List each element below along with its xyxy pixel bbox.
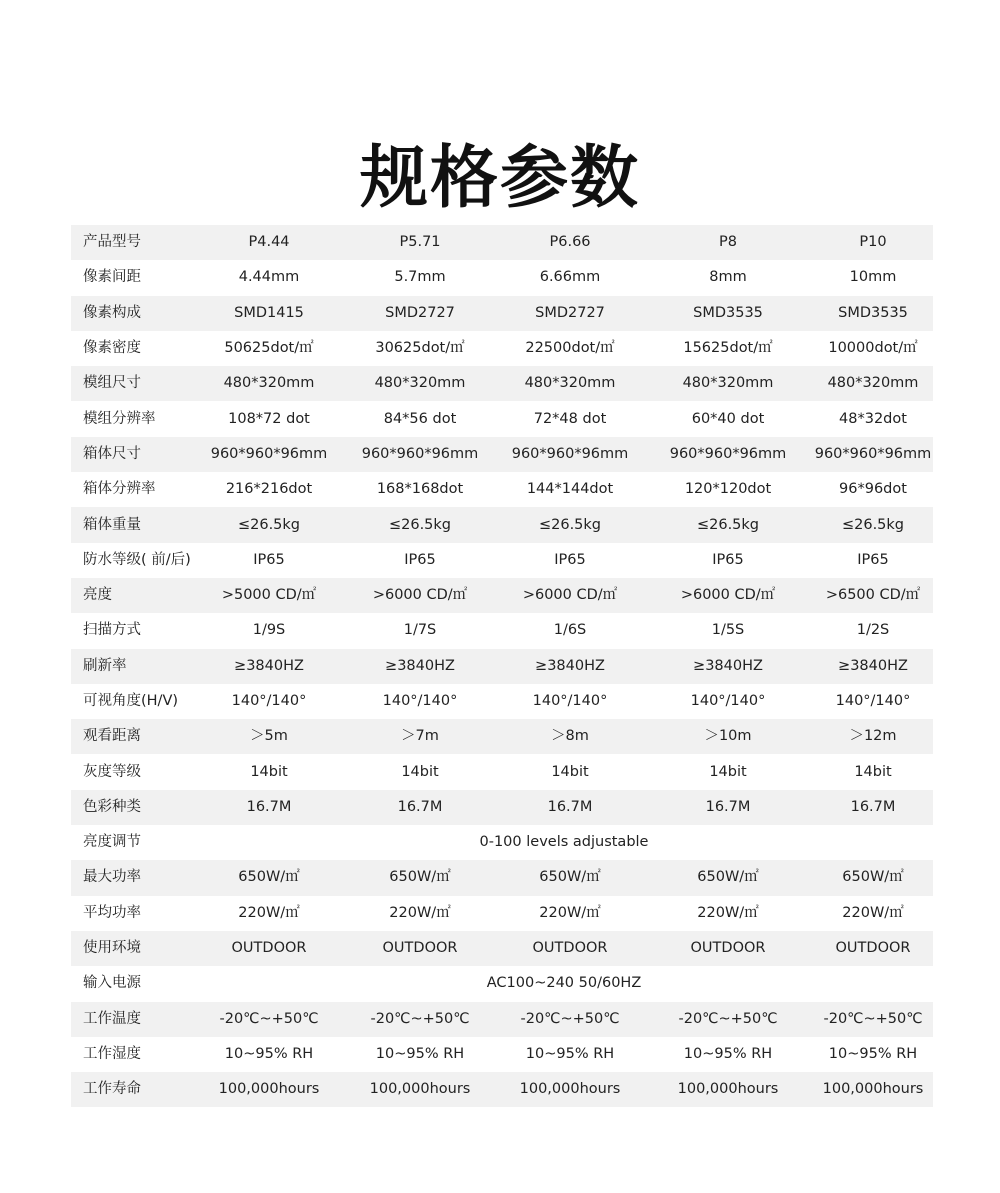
table-cell: 120*120dot xyxy=(684,481,772,498)
table-cell: >6000 CD/㎡ xyxy=(343,578,497,613)
table-cell: P5.71 xyxy=(343,225,497,260)
row-label: 工作寿命 xyxy=(71,1072,195,1107)
table-cell: IP65 xyxy=(253,551,285,568)
table-cell-merged: 0-100 levels adjustable xyxy=(479,834,649,851)
spec-table xyxy=(71,225,933,1107)
table-cell: 144*144dot xyxy=(526,481,614,498)
table-cell: ≥3840HZ xyxy=(643,649,813,684)
table-cell: >6000 CD/㎡ xyxy=(497,578,643,613)
row-label: 色彩种类 xyxy=(71,790,195,825)
table-cell: 10mm xyxy=(849,269,897,286)
row-label: 亮度调节 xyxy=(83,834,141,851)
table-cell: 10~95% RH xyxy=(375,1045,465,1062)
table-cell: SMD2727 xyxy=(343,296,497,331)
row-label: 像素构成 xyxy=(71,296,195,331)
table-cell: 108*72 dot xyxy=(228,410,310,427)
table-cell: 60*40 dot xyxy=(691,410,765,427)
table-cell-merged: AC100~240 50/60HZ xyxy=(486,975,642,992)
row-label: 模组分辨率 xyxy=(83,410,156,427)
row-label: 刷新率 xyxy=(71,649,195,684)
table-cell: ≤26.5kg xyxy=(497,507,643,542)
row-label: 扫描方式 xyxy=(83,622,141,639)
table-row xyxy=(71,1002,933,1037)
table-cell: 5.7mm xyxy=(394,269,446,286)
row-label: 灰度等级 xyxy=(83,763,141,780)
table-cell: ≥3840HZ xyxy=(497,649,643,684)
table-cell: 10~95% RH xyxy=(224,1045,314,1062)
table-row xyxy=(71,719,933,754)
row-label: 亮度 xyxy=(71,578,195,613)
table-cell: 16.7M xyxy=(813,790,933,825)
table-cell: 480*320mm xyxy=(343,366,497,401)
table-cell: 16.7M xyxy=(343,790,497,825)
table-cell: 650W/㎡ xyxy=(497,860,643,895)
table-cell: P10 xyxy=(813,225,933,260)
row-label: 可视角度(H/V) xyxy=(83,693,179,709)
table-cell: 1/5S xyxy=(711,622,745,639)
table-cell: 168*168dot xyxy=(376,481,464,498)
table-cell: 480*320mm xyxy=(497,366,643,401)
table-cell: ≤26.5kg xyxy=(343,507,497,542)
table-row xyxy=(71,825,933,860)
table-row xyxy=(71,931,933,966)
table-cell: 84*56 dot xyxy=(383,410,457,427)
table-cell: ＞7m xyxy=(343,719,497,754)
row-label: 箱体分辨率 xyxy=(83,481,156,498)
table-cell: 4.44mm xyxy=(238,269,300,286)
row-label: 产品型号 xyxy=(71,225,195,260)
table-row xyxy=(71,649,933,684)
table-cell: 10~95% RH xyxy=(683,1045,773,1062)
table-cell: 14bit xyxy=(854,763,892,780)
table-cell: 50625dot/㎡ xyxy=(224,340,314,357)
table-cell: 100,000hours xyxy=(643,1072,813,1107)
table-cell: P8 xyxy=(643,225,813,260)
table-row xyxy=(71,966,933,1001)
table-row xyxy=(71,1072,933,1107)
spec-table-body xyxy=(71,225,933,1107)
table-cell: SMD3535 xyxy=(813,296,933,331)
row-label: 平均功率 xyxy=(83,904,141,921)
table-cell: 1/7S xyxy=(403,622,437,639)
table-cell: SMD3535 xyxy=(643,296,813,331)
table-cell: -20℃~+50℃ xyxy=(813,1002,933,1037)
table-cell: 960*960*96mm xyxy=(343,437,497,472)
table-cell: ≤26.5kg xyxy=(813,507,933,542)
table-cell: 480*320mm xyxy=(643,366,813,401)
table-cell: 140°/140° xyxy=(382,693,458,709)
table-cell: 140°/140° xyxy=(690,693,766,709)
table-cell: 16.7M xyxy=(195,790,343,825)
table-row xyxy=(71,543,933,578)
row-label: 模组尺寸 xyxy=(71,366,195,401)
table-cell: IP65 xyxy=(712,551,744,568)
table-cell: ＞10m xyxy=(643,719,813,754)
table-cell: 72*48 dot xyxy=(533,410,607,427)
table-cell: 1/6S xyxy=(553,622,587,639)
table-cell: 960*960*96mm xyxy=(497,437,643,472)
row-label: 观看距离 xyxy=(71,719,195,754)
table-row xyxy=(71,507,933,542)
table-cell: 650W/㎡ xyxy=(813,860,933,895)
table-cell: 140°/140° xyxy=(231,693,307,709)
table-cell: ≥3840HZ xyxy=(195,649,343,684)
table-cell: P4.44 xyxy=(195,225,343,260)
table-cell: 140°/140° xyxy=(835,693,911,709)
row-label: 箱体尺寸 xyxy=(71,437,195,472)
table-row xyxy=(71,472,933,507)
table-cell: OUTDOOR xyxy=(343,931,497,966)
table-row xyxy=(71,366,933,401)
table-cell: 960*960*96mm xyxy=(813,437,933,472)
table-cell: 14bit xyxy=(250,763,288,780)
table-cell: 10~95% RH xyxy=(828,1045,918,1062)
row-label: 输入电源 xyxy=(83,975,141,992)
table-cell: 14bit xyxy=(551,763,589,780)
table-cell: OUTDOOR xyxy=(643,931,813,966)
table-row xyxy=(71,401,933,436)
table-cell: 100,000hours xyxy=(497,1072,643,1107)
table-cell: 6.66mm xyxy=(539,269,601,286)
table-row xyxy=(71,296,933,331)
table-row xyxy=(71,754,933,789)
table-cell: SMD1415 xyxy=(195,296,343,331)
table-cell: 650W/㎡ xyxy=(643,860,813,895)
table-cell: SMD2727 xyxy=(497,296,643,331)
table-cell: 16.7M xyxy=(497,790,643,825)
table-cell: 960*960*96mm xyxy=(643,437,813,472)
row-label: 防水等级( 前/后) xyxy=(83,551,191,568)
table-row xyxy=(71,331,933,366)
table-cell: 216*216dot xyxy=(225,481,313,498)
table-row xyxy=(71,437,933,472)
table-cell: 1/2S xyxy=(856,622,890,639)
table-cell: 22500dot/㎡ xyxy=(525,340,615,357)
table-cell: 15625dot/㎡ xyxy=(683,340,773,357)
row-label: 最大功率 xyxy=(71,860,195,895)
table-cell: 100,000hours xyxy=(813,1072,933,1107)
table-cell: 8mm xyxy=(709,269,747,286)
row-label: 工作温度 xyxy=(71,1002,195,1037)
table-row xyxy=(71,896,933,931)
table-cell: 14bit xyxy=(709,763,747,780)
table-cell: 480*320mm xyxy=(195,366,343,401)
table-cell: ≥3840HZ xyxy=(813,649,933,684)
table-cell: OUTDOOR xyxy=(497,931,643,966)
row-label: 箱体重量 xyxy=(71,507,195,542)
table-cell: -20℃~+50℃ xyxy=(497,1002,643,1037)
table-cell: OUTDOOR xyxy=(195,931,343,966)
table-cell: 10000dot/㎡ xyxy=(828,340,918,357)
table-cell: -20℃~+50℃ xyxy=(643,1002,813,1037)
table-cell: 16.7M xyxy=(643,790,813,825)
table-cell: OUTDOOR xyxy=(813,931,933,966)
table-cell: 480*320mm xyxy=(813,366,933,401)
table-cell: 48*32dot xyxy=(839,410,907,427)
table-cell: IP65 xyxy=(404,551,436,568)
table-cell: 650W/㎡ xyxy=(195,860,343,895)
table-row xyxy=(71,790,933,825)
table-cell: 1/9S xyxy=(252,622,286,639)
table-cell: 100,000hours xyxy=(195,1072,343,1107)
table-row xyxy=(71,225,933,260)
table-cell: ＞5m xyxy=(195,719,343,754)
row-label: 使用环境 xyxy=(71,931,195,966)
table-cell: 140°/140° xyxy=(532,693,608,709)
table-cell: >5000 CD/㎡ xyxy=(195,578,343,613)
row-label: 工作湿度 xyxy=(83,1045,141,1062)
table-cell: 220W/㎡ xyxy=(697,904,759,921)
table-cell: ≤26.5kg xyxy=(195,507,343,542)
table-cell: 650W/㎡ xyxy=(343,860,497,895)
table-cell: -20℃~+50℃ xyxy=(343,1002,497,1037)
table-row xyxy=(71,578,933,613)
table-cell: 220W/㎡ xyxy=(238,904,300,921)
table-cell: 220W/㎡ xyxy=(389,904,451,921)
table-row xyxy=(71,860,933,895)
table-cell: IP65 xyxy=(857,551,889,568)
table-cell: 14bit xyxy=(401,763,439,780)
table-cell: ≥3840HZ xyxy=(343,649,497,684)
table-cell: IP65 xyxy=(554,551,586,568)
table-cell: 220W/㎡ xyxy=(842,904,904,921)
table-cell: ＞12m xyxy=(813,719,933,754)
row-label: 像素密度 xyxy=(83,340,141,357)
table-row xyxy=(71,1037,933,1072)
table-row xyxy=(71,613,933,648)
table-cell: 96*96dot xyxy=(839,481,907,498)
table-cell: P6.66 xyxy=(497,225,643,260)
table-row xyxy=(71,684,933,719)
row-label: 像素间距 xyxy=(83,269,141,286)
table-cell: ≤26.5kg xyxy=(643,507,813,542)
table-cell: 960*960*96mm xyxy=(195,437,343,472)
table-cell: 100,000hours xyxy=(343,1072,497,1107)
table-cell: >6500 CD/㎡ xyxy=(813,578,933,613)
table-cell: 30625dot/㎡ xyxy=(375,340,465,357)
page-title: 规格参数 xyxy=(359,138,640,218)
table-cell: ＞8m xyxy=(497,719,643,754)
table-cell: >6000 CD/㎡ xyxy=(643,578,813,613)
table-row xyxy=(71,260,933,295)
table-cell: 10~95% RH xyxy=(525,1045,615,1062)
table-cell: 220W/㎡ xyxy=(539,904,601,921)
table-cell: -20℃~+50℃ xyxy=(195,1002,343,1037)
